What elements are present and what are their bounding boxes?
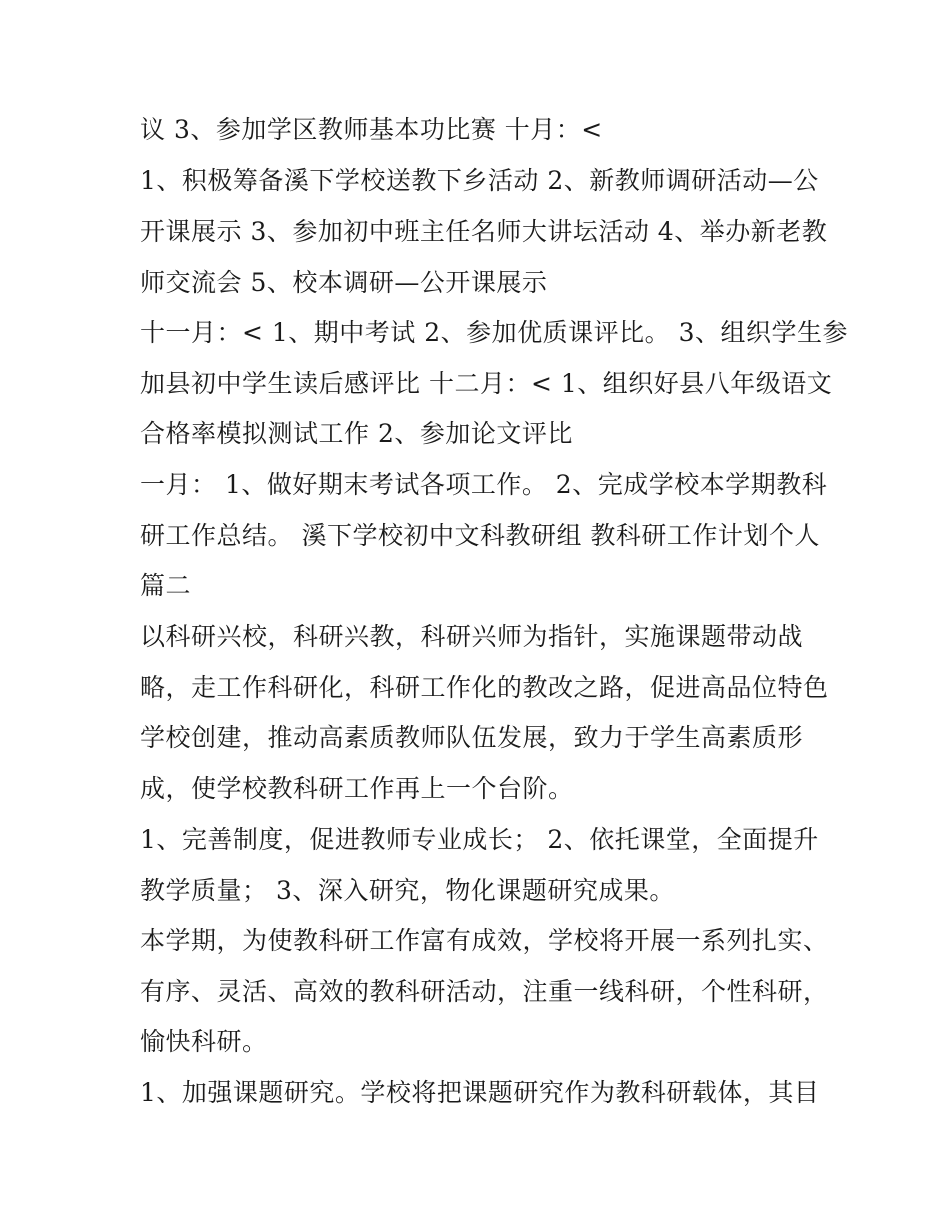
text-line: 1、加强课题研究。学校将把课题研究作为教科研载体，其目 [140,1078,820,1107]
text-line: 有序、灵活、高效的教科研活动，注重一线科研，个性科研， [140,977,829,1006]
text-line: 师交流会 5、校本调研—公开课展示 [140,268,548,297]
text-line: 合格率模拟测试工作 2、参加论文评比 [140,419,573,448]
text-line: 篇二 [140,571,192,600]
text-line: 1、积极筹备溪下学校送教下乡活动 2、新教师调研活动—公 [140,166,819,195]
text-line: 学校创建，推动高素质教师队伍发展，致力于学生高素质形 [140,723,804,752]
text-line: 议 3、参加学区教师基本功比赛 十月：< [140,115,603,144]
text-line: 略，走工作科研化，科研工作化的教改之路，促进高品位特色 [140,673,829,702]
text-line: 十一月：< 1、期中考试 2、参加优质课评比。 3、组织学生参 [140,318,849,347]
text-line: 以科研兴校，科研兴教，科研兴师为指针，实施课题带动战 [140,622,804,651]
text-line: 愉快科研。 [140,1027,268,1056]
text-line: 本学期，为使教科研工作富有成效，学校将开展一系列扎实、 [140,926,829,955]
text-line: 成，使学校教科研工作再上一个台阶。 [140,774,574,803]
text-line: 研工作总结。 溪下学校初中文科教研组 教科研工作计划个人 [140,521,820,550]
text-line: 开课展示 3、参加初中班主任名师大讲坛活动 4、举办新老教 [140,217,828,246]
text-line: 教学质量； 3、深入研究，物化课题研究成果。 [140,876,675,905]
text-line: 1、完善制度，促进教师专业成长； 2、依托课堂，全面提升 [140,825,819,854]
text-line: 一月： 1、做好期末考试各项工作。 2、完成学校本学期教科 [140,470,828,499]
text-line: 加县初中学生读后感评比 十二月：< 1、组织好县八年级语文 [140,369,833,398]
